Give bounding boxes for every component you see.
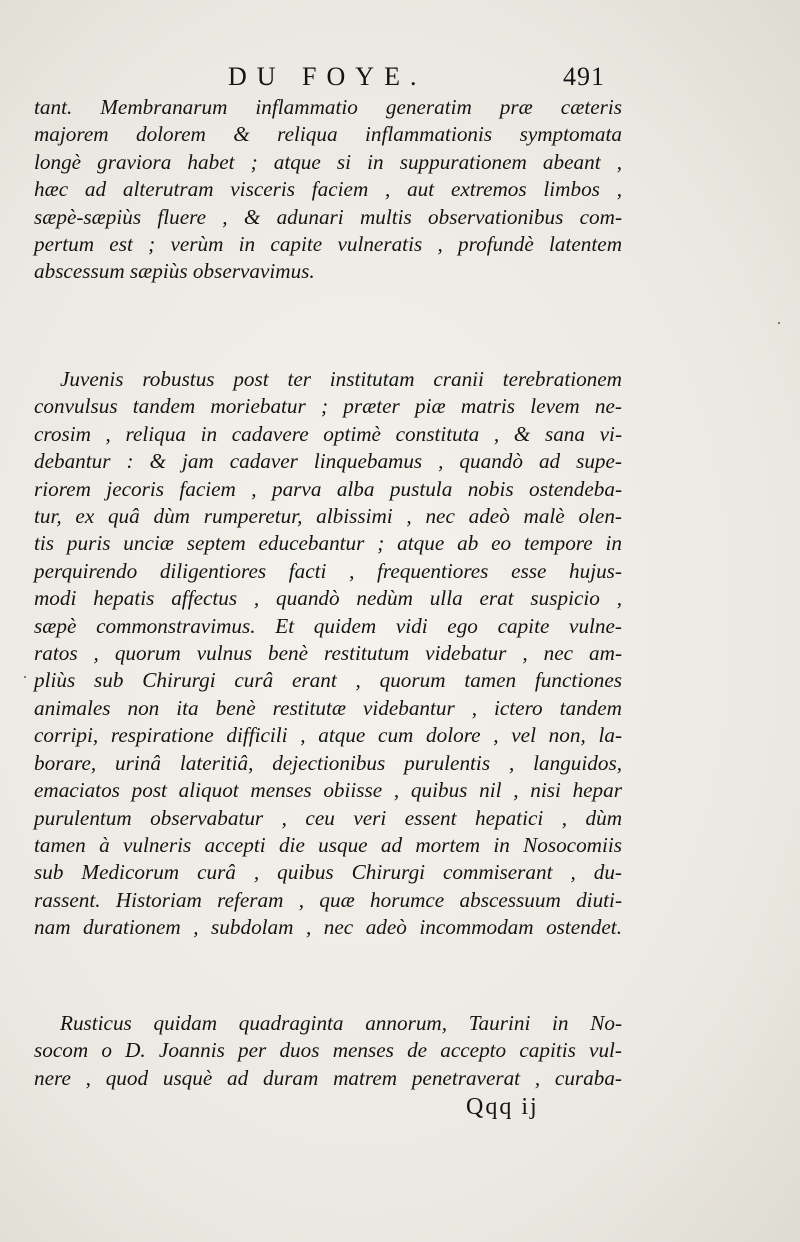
page-number: 491 — [563, 62, 605, 91]
text-line: rassent. Historiam referam , quæ horumce abscessuum diuti- — [34, 887, 622, 912]
text-line: pliùs sub Chirurgi curâ erant , quorum tamen functiones — [34, 668, 622, 693]
text-line: nam durationem , subdolam , nec adeò incommodam ostendet. — [34, 915, 622, 940]
text-line: ratos , quorum vulnus benè restitutum videbatur , nec am- — [34, 641, 622, 666]
text-line: corripi, respiratione difficili , atque cum dolore , vel non, la- — [34, 723, 622, 748]
text-line: socom o D. Joannis per duos menses de accepto capitis vul- — [34, 1038, 622, 1063]
text-line: majorem dolorem & reliqua inflammationis symptomata — [34, 122, 622, 147]
text-line: Rusticus quidam quadraginta annorum, Taurini in No- — [60, 1011, 622, 1035]
text-line: emaciatos post aliquot menses obiisse , quibus nil , nisi hepar — [34, 778, 622, 803]
paragraph-3 — [34, 1010, 622, 1092]
paper-speck — [24, 676, 26, 678]
text-line: hæc ad alterutram visceris faciem , aut extremos limbos , — [34, 177, 622, 202]
text-line: perquirendo diligentiores facti , frequentiores esse hujus- — [34, 558, 622, 583]
text-line: Juvenis robustus post ter institutam cranii terebrationem — [60, 367, 622, 391]
text-line: sæpè commonstravimus. Et quidem vidi ego capite vulne- — [34, 613, 622, 638]
text-line: tant. Membranarum inflammatio generatim præ cæteris — [34, 95, 622, 119]
text-line: sæpè-sæpiùs fluere , & adunari multis observationibus com- — [34, 204, 622, 229]
text-line: convulsus tandem moriebatur ; præter piæ matris levem ne- — [34, 394, 622, 419]
text-line: tur, ex quâ dùm rumperetur, albissimi , nec adeò malè olen- — [34, 504, 622, 529]
text-line: tamen à vulneris accepti die usque ad mortem in Nosocomiis — [34, 832, 622, 857]
text-line: purulentum observabatur , ceu veri essent hepatici , dùm — [34, 805, 622, 830]
paragraph-1 — [34, 94, 622, 286]
text-line: modi hepatis affectus , quandò nedùm ulla erat suspicio , — [34, 586, 622, 611]
running-header — [0, 62, 800, 96]
text-line: pertum est ; verùm in capite vulneratis , profundè latentem — [34, 232, 622, 257]
text-line: abscessum sæpiùs observavimus. — [34, 259, 315, 284]
text-line: animales non ita benè restitutæ videbantur , ictero tandem — [34, 695, 622, 720]
running-title: DU FOYE. — [228, 62, 427, 91]
text-line: riorem jecoris faciem , parva alba pustula nobis ostendeba- — [34, 476, 622, 501]
paragraph-2 — [34, 366, 622, 942]
text-line: crosim , reliqua in cadavere optimè constituta , & sana vi- — [34, 421, 622, 446]
text-line: sub Medicorum curâ , quibus Chirurgi commiserant , du- — [34, 860, 622, 885]
catchword-signature: Qqq ij — [466, 1094, 539, 1120]
text-line: tis puris unciæ septem educebantur ; atque ab eo tempore in — [34, 531, 622, 556]
text-line: borare, urinâ lateritiâ, dejectionibus purulentis , languidos, — [34, 750, 622, 775]
text-line: longè graviora habet ; atque si in suppurationem abeant , — [34, 149, 622, 174]
text-line: nere , quod usquè ad duram matrem penetraverat , curaba- — [34, 1065, 622, 1090]
paper-speck — [778, 322, 780, 324]
text-line: debantur : & jam cadaver linquebamus , quandò ad supe- — [34, 449, 622, 474]
